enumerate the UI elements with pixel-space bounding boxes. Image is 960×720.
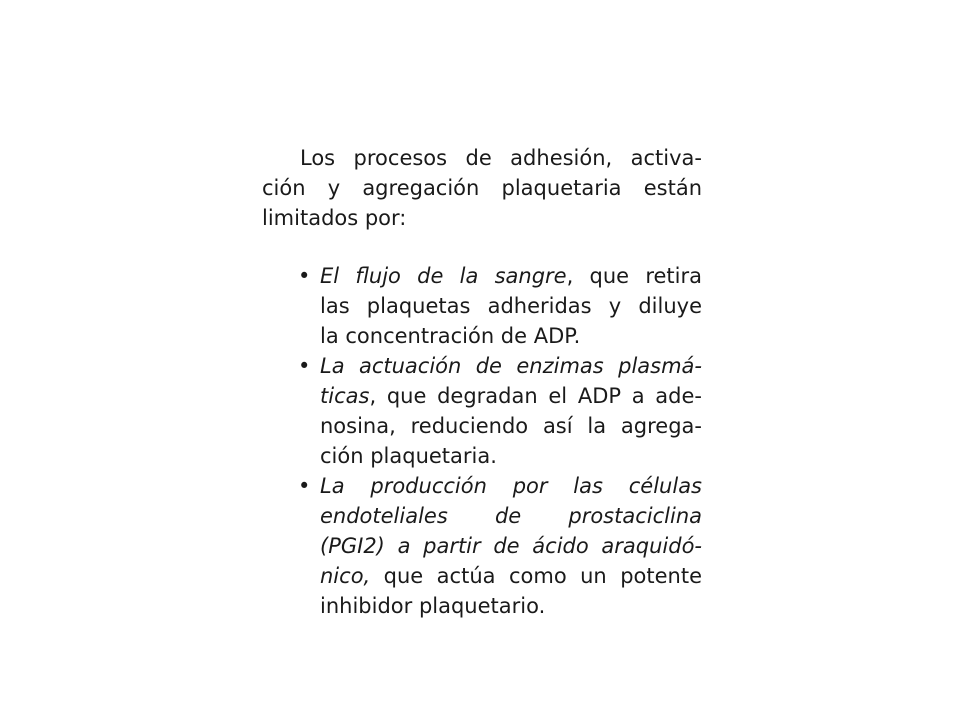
bullet-line-italic: La producción por las células (320, 474, 702, 498)
bullet-line-italic: (PGI2) a partir de ácido araquidó- (320, 534, 702, 558)
bullet-line (320, 441, 702, 471)
bullet-item-prostaciclina (262, 471, 702, 621)
bullet-line (320, 381, 702, 411)
intro-line: limitados por: (262, 206, 407, 230)
bullet-line (320, 291, 702, 321)
text-block (262, 143, 702, 621)
bullet-line-text: nosina, reduciendo así la agrega- (320, 414, 702, 438)
bullet-line (320, 561, 702, 591)
bullet-icon: • (298, 264, 311, 288)
intro-paragraph (262, 143, 702, 233)
bullet-line (320, 411, 702, 441)
bullet-line-text: inhibidor plaquetario. (320, 594, 546, 618)
bullet-list (262, 261, 702, 621)
bullet-line-text: la concentración de ADP. (320, 324, 581, 348)
bullet-icon: • (298, 474, 311, 498)
bullet-item-flujo-sangre (262, 261, 702, 351)
bullet-item-enzimas (262, 351, 702, 471)
bullet-line (320, 351, 702, 381)
bullet-line-text: ción plaquetaria. (320, 444, 497, 468)
bullet-line-text: , que degradan el ADP a ade- (369, 384, 702, 408)
bullet-line (320, 501, 702, 531)
bullet-line (320, 591, 702, 621)
bullet-line-italic: La actuación de enzimas plasmá- (320, 354, 702, 378)
bullet-line-text: las plaquetas adheridas y diluye (320, 294, 702, 318)
bullet-line (320, 261, 702, 291)
bullet-line-italic: ticas (320, 384, 370, 408)
bullet-line (320, 531, 702, 561)
bullet-line-italic: endoteliales de prostaciclina (320, 504, 702, 528)
bullet-line-text: que actúa como un potente (370, 564, 702, 588)
intro-line: Los procesos de adhesión, activa- (300, 146, 702, 170)
intro-line: ción y agregación plaquetaria están (262, 176, 702, 200)
bullet-line (320, 321, 702, 351)
bullet-line-italic: El flujo de la sangre (320, 264, 567, 288)
bullet-icon: • (298, 354, 311, 378)
bullet-line-italic: nico, (320, 564, 371, 588)
bullet-line (320, 471, 702, 501)
bullet-line-text: , que retira (566, 264, 702, 288)
